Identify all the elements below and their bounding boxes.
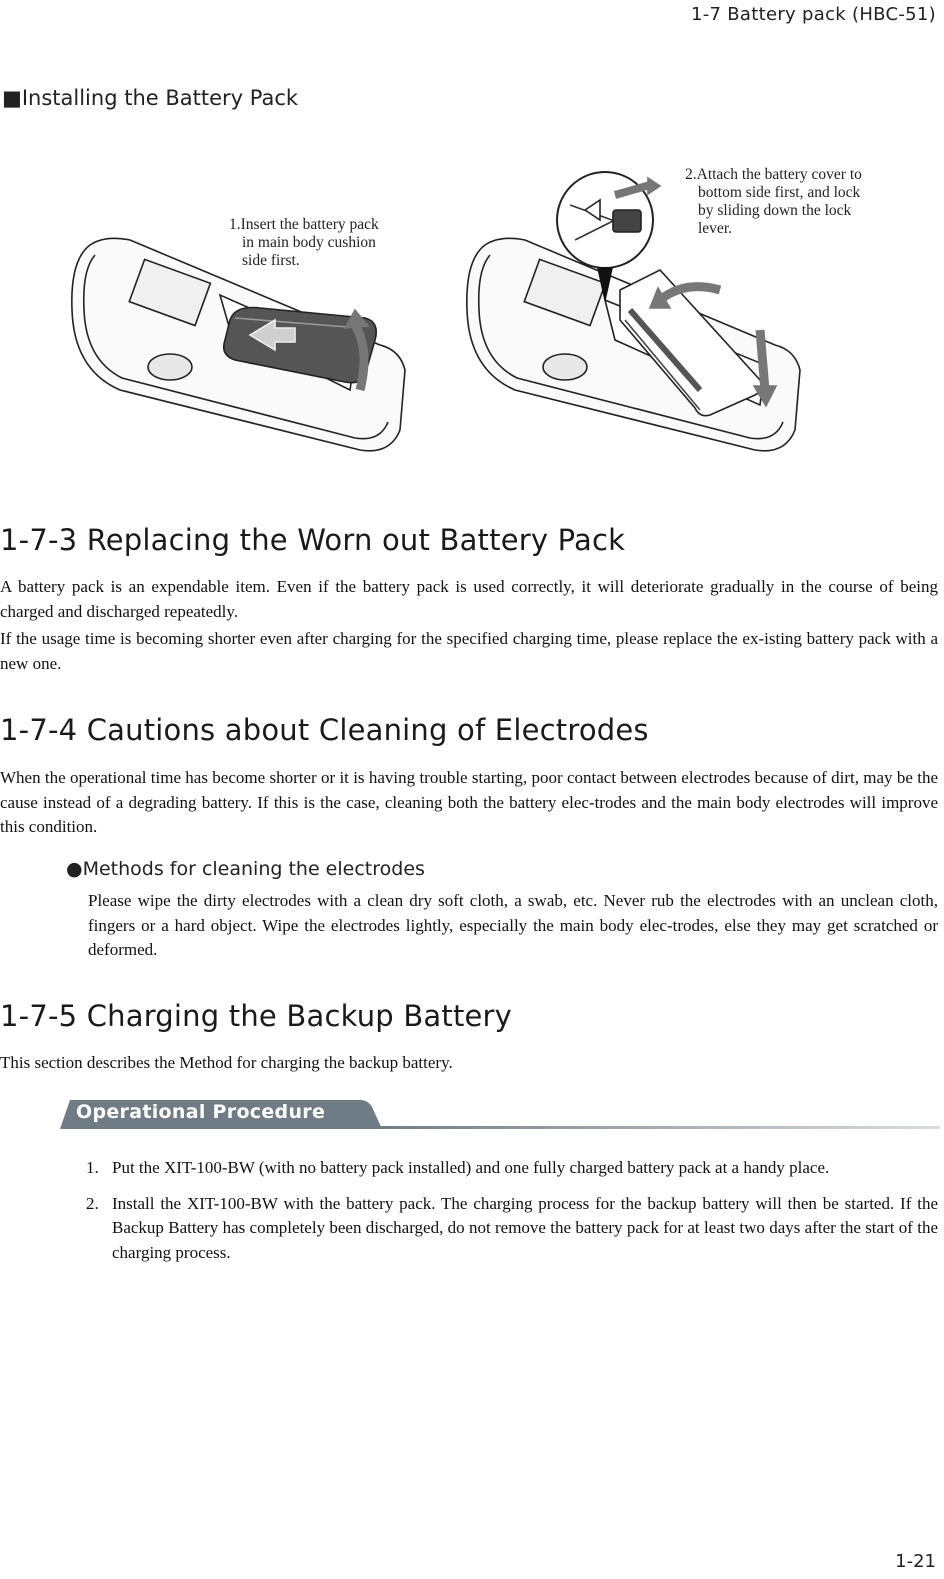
step-text: Install the XIT-100-BW with the battery pack. The charging process for the backup battery will then be started. If the Backup Battery has completely been discharged, do not remove the battery pack for at least two days after the start of the charging process.: [112, 1193, 938, 1262]
callout-2-line-4: lever.: [698, 220, 732, 237]
page-number: 1-21: [895, 1551, 936, 1572]
operational-procedure-label: Operational Procedure: [76, 1101, 326, 1123]
heading-1-7-5: 1-7-5 Charging the Backup Battery: [0, 999, 513, 1033]
procedure-step: [86, 1192, 938, 1266]
section-1-7-3-paragraph-2: If the usage time is becoming shorter even after charging for the specified charging time, please replace the ex-isting battery pack with a new one.: [0, 629, 938, 673]
section-1-7-3-paragraph-1: A battery pack is an expendable item. Even if the battery pack is used correctly, it will deteriorate gradually in the course of being charged and discharged repeatedly.: [0, 577, 938, 621]
step-number: 2.: [86, 1193, 99, 1213]
section-1-7-5-paragraph-1: This section describes the Method for charging the backup battery.: [0, 1053, 453, 1072]
procedure-steps: [86, 1156, 938, 1276]
procedure-step: [86, 1156, 938, 1181]
install-callout-step-1: [229, 216, 379, 270]
step-number: 1.: [86, 1158, 99, 1177]
cleaning-methods-text: Please wipe the dirty electrodes with a clean dry soft cloth, a swab, etc. Never rub the electrodes with an unclean cloth, fingers or a hard object. Wipe the electrodes lightly, especially the main body elec-trodes, else they may get scratched or deformed.: [88, 891, 938, 959]
heading-1-7-4: 1-7-4 Cautions about Cleaning of Electrodes: [0, 713, 649, 747]
device-1-drawing: [72, 238, 405, 451]
operational-procedure-banner: [60, 1099, 940, 1131]
install-section-title: ■Installing the Battery Pack: [2, 86, 299, 110]
callout-1-line-1: 1.Insert the battery pack: [229, 216, 379, 233]
section-1-7-4-paragraph-1: When the operational time has become shorter or it is having trouble starting, poor contact between electrodes because of dirt, may be the cause instead of a degrading battery. If this is the case, cleaning both the battery elec-trodes and the main body electrodes will improve this condition.: [0, 768, 938, 836]
step-text: Put the XIT-100-BW (with no battery pack installed) and one fully charged battery pack at a handy place.: [112, 1158, 830, 1177]
callout-2-line-3: by sliding down the lock: [698, 202, 852, 219]
callout-2-line-2: bottom side first, and lock: [698, 184, 861, 201]
heading-1-7-3: 1-7-3 Replacing the Worn out Battery Pack: [0, 523, 626, 557]
running-header: 1-7 Battery pack (HBC-51): [690, 4, 936, 25]
callout-2-line-1: 2.Attach the battery cover to: [685, 166, 862, 183]
cleaning-methods-title: ●Methods for cleaning the electrodes: [66, 858, 425, 880]
callout-1-line-2: in main body cushion: [242, 234, 376, 251]
callout-1-line-3: side first.: [242, 252, 300, 269]
install-callout-step-2: [685, 166, 862, 238]
